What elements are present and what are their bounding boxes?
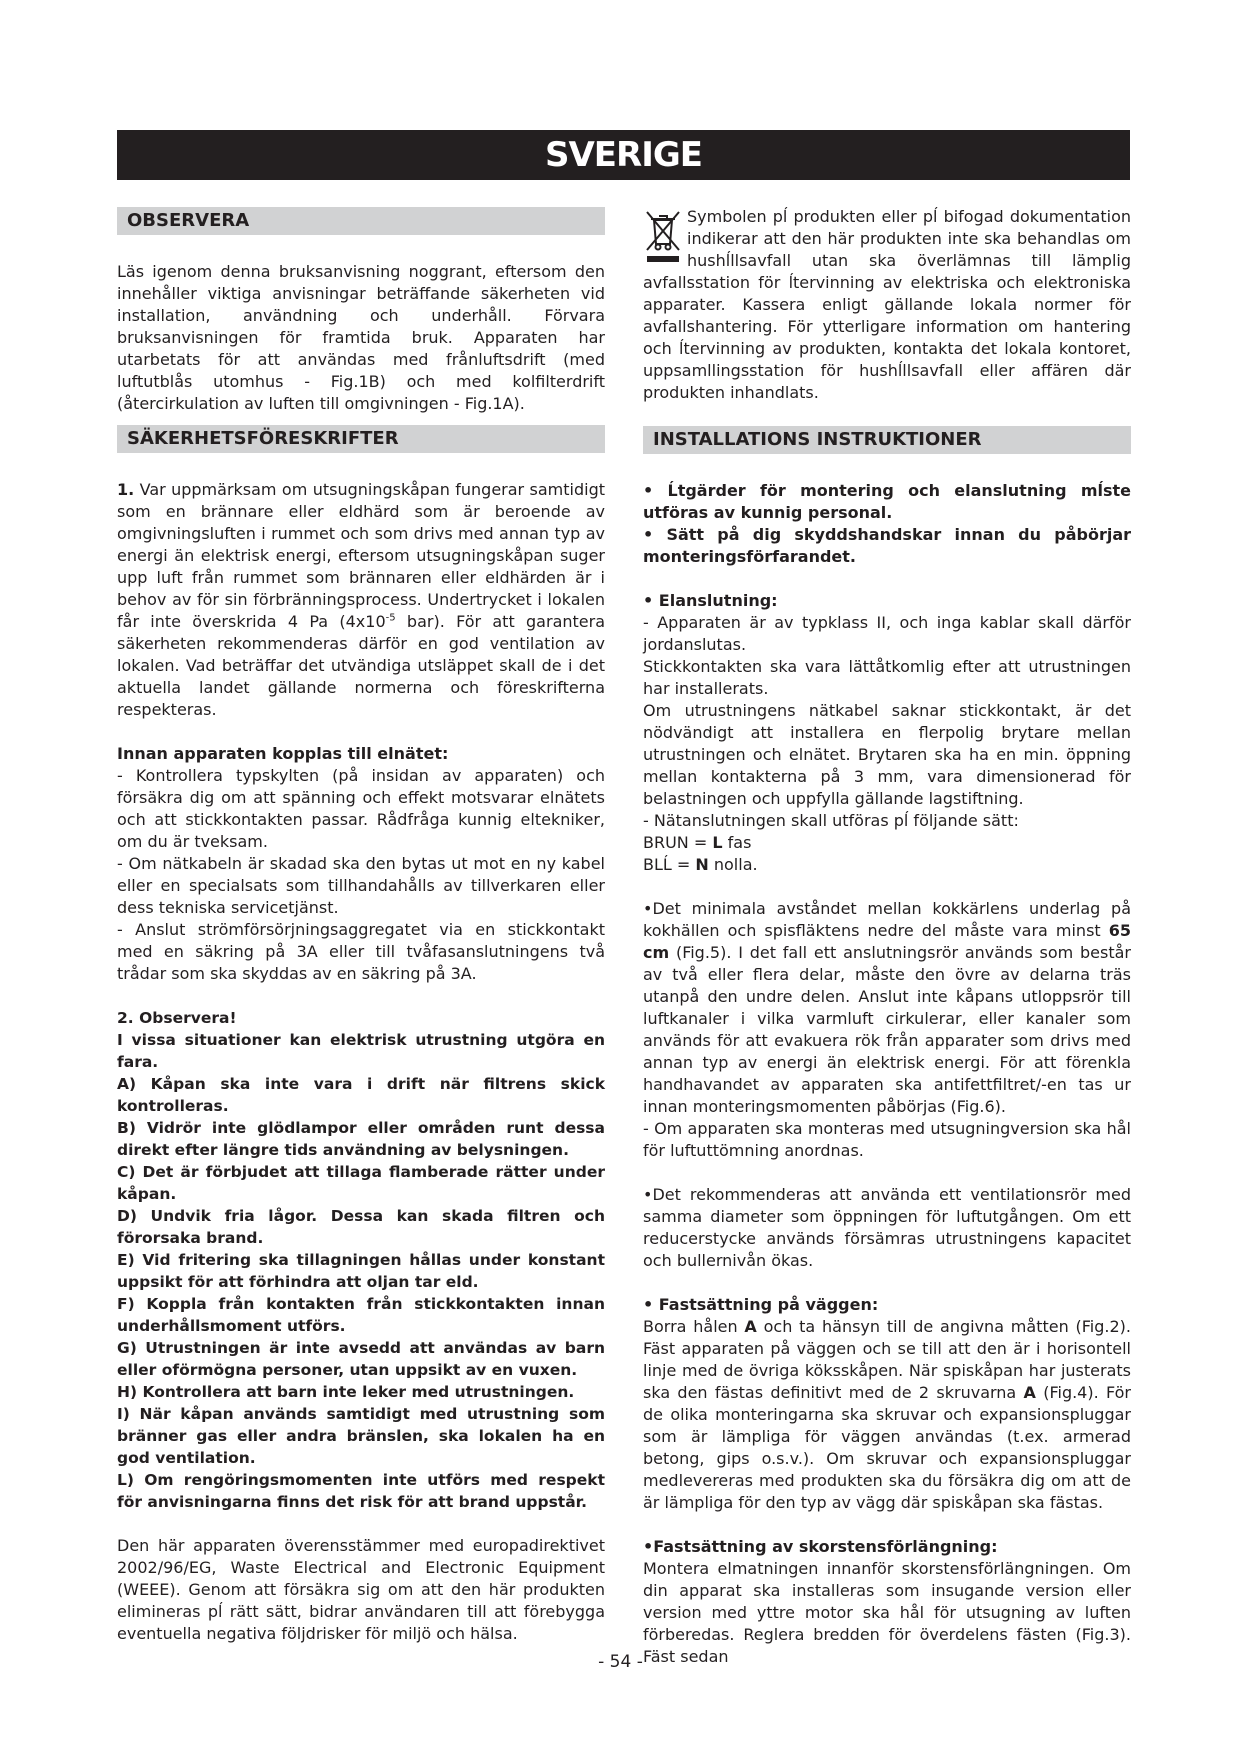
warning-item: D) Undvik fria lågor. Dessa kan skada filtren och förorsaka brand. [117, 1207, 605, 1247]
warning-item: E) Vid fritering ska tillagningen hållas under konstant uppsikt för att förhindra att oljan tar eld. [117, 1251, 605, 1291]
elec-text: Om utrustningens nätkabel saknar stickkontakt, är det nödvändigt att installera en flerpolig brytare mellan utrustningen och elnätet. Brytaren ska ha en min. öppning mellan kontakterna på 3 mm, vara dimensionerad för belastningen och uppfylla gällande lagstiftning. [643, 701, 1131, 808]
before-connect-item: - Kontrollera typskylten (på insidan av apparaten) och försäkra dig om att spänning och effekt motsvarar elnätets och att stickkontakten passar. Rådfråga kunnig eltekniker, om du är tveksam. [117, 766, 605, 851]
safety-paragraph-1: 1. Var uppmärksam om utsugningskåpan fungerar samtidigt som en brännare eller eldhärd som är beroende av omgivningsluften i rummet och som drivs med annan typ av energi än elektrisk energi, eftersom utsugningskåpan suger upp luft från rummet som brännaren eller eldhärden är i behov av för sin förbränningsprocess. Undertrycket i lokalen får inte överskrida 4 Pa ($4x10^{-5}$ bar). För att garantera säkerheten rekommenderas därför en god ventilation av lokalen. Vad beträffar det utvändiga utsläppet skall de i det aktuella landet gällande normerna och föreskrifterna respekteras. [117, 480, 606, 719]
distance-note: - Om apparaten ska monteras med utsugningversion ska hål för luftuttömning anordnas. [643, 1119, 1131, 1160]
warning-item: B) Vidrör inte glödlampor eller områden runt dessa direkt efter längre tids användning av belysningen. [117, 1119, 605, 1159]
elec-text: - Apparaten är av typklass II, och inga kablar skall därför jordanslutas. [643, 613, 1131, 654]
warning-item: I) När kåpan används samtidigt med utrustning som bränner gas eller andra bränslen, ska lokalen ha en god ventilation. [117, 1405, 605, 1467]
crossed-bin-icon [643, 206, 683, 268]
observera-body: Läs igenom denna bruksanvisning noggrant, eftersom den innehåller viktiga anvisningar beträffande säkerheten vid installation, användning och underhåll. Förvara bruksanvisningen för framtida bruk. Apparaten har utarbetats för att användas med frånluftsdrift (med luftutblås utomhus - Fig.1B) och med kolfilterdrift (återcirkulation av luften till omgivningen - Fig.1A). [117, 262, 605, 413]
warning-item: L) Om rengöringsmomenten inte utförs med respekt för anvisningarna finns det risk för att brand uppstår. [117, 1471, 605, 1511]
observera-heading: OBSERVERA [117, 207, 605, 235]
before-connect-heading: Innan apparaten kopplas till elnätet: [117, 744, 449, 763]
warning-item: G) Utrustningen är inte avsedd att användas av barn eller oförmögna personer, utan uppsikt av en vuxen. [117, 1339, 605, 1379]
weee-notice [643, 206, 1131, 404]
warnings-list [117, 1007, 605, 1513]
weee-conformity-text: Den här apparaten överensstämmer med europadirektivet 2002/96/EG, Waste Electrical and Electronic Equipment (WEEE). Genom att försäkra sig om att den här produkten elimineras pĺ rätt sätt, bidrar användaren till att förebygga eventuella negativa följdrisker för miljö och hälsa. [117, 1536, 605, 1643]
elec-text: Stickkontakten ska vara lättåtkomlig efter att utrustningen har installerats. [643, 657, 1131, 698]
wall-text: Borra hålen A och ta hänsyn till de angivna måtten (Fig.2). Fäst apparaten på väggen och se till att den är i horisontell linje med de övriga köksskåpen. När spiskåpan har justerats ska den fästas definitivt med de 2 skruvarna A (Fig.4). För de olika monteringarna ska skruvar och expansionspluggar som är lämpliga för väggen användas (t.ex. armerad betong, gips o.s.v.). Om skruvar och expansionspluggar medlevereras med produkten ska du försäkra dig om att de är lämpliga för den typ av vägg där spiskåpan ska fästas. [643, 1317, 1131, 1512]
warning-item: A) Kåpan ska inte vara i drift när filtrens skick kontrolleras. [117, 1075, 605, 1115]
warning-item: H) Kontrollera att barn inte leker med utrustningen. [117, 1383, 575, 1401]
wire-brown: BRUN = L fas [643, 833, 752, 852]
install-bullet: • Ĺtgärder för montering och elanslutning mĺste utföras av kunnig personal. [643, 481, 1131, 522]
chimney-heading: •Fastsättning av skorstensförlängning: [643, 1537, 998, 1556]
page-number: - 54 - [598, 1652, 643, 1672]
wire-blue: BLĹ = N nolla. [643, 855, 758, 874]
chimney-text: Montera elmatningen innanför skorstensförlängningen. Om din apparat ska installeras som insugande version eller version med yttre motor ska hål för utsugning av luften förberedas. Reglera bredden för överdelens fästen (Fig.3). Fäst sedan [643, 1559, 1131, 1666]
warning-item: I vissa situationer kan elektrisk utrustning utgöra en fara. [117, 1031, 605, 1071]
vent-text: •Det rekommenderas att använda ett ventilationsrör med samma diameter som öppningen för luftutgången. Om ett reducerstycke används försämras utrustningens kapacitet och bullernivån ökas. [643, 1185, 1131, 1270]
weee-symbol-text: Symbolen pĺ produkten eller pĺ bifogad dokumentation indikerar att den här produkten inte ska behandlas om hushĺllsavfall utan ska överlämnas till lämplig avfallsstation för ĺtervinning av elektriska och elektroniska apparater. Kassera enligt gällande lokala normer för avfallshantering. För ytterligare information om hantering och ĺtervinning av produkten, kontakta det lokala kontoret, uppsamllingsstation för hushĺllsavfall eller affären där produkten inhandlats. [643, 207, 1131, 402]
wall-heading: • Fastsättning på väggen: [643, 1295, 879, 1314]
left-column [117, 207, 605, 1645]
banner-title: SVERIGE [545, 135, 702, 175]
warning-item: C) Det är förbjudet att tillaga flamberade rätter under kåpan. [117, 1163, 605, 1203]
elec-text: - Nätanslutningen skall utföras pĺ följande sätt: [643, 811, 1019, 830]
before-connect-item: - Om nätkabeln är skadad ska den bytas ut mot en ny kabel eller en specialsats som tillhandahålls av tillverkaren eller dess tekniska servicetjänst. [117, 854, 605, 917]
install-heading: INSTALLATIONS INSTRUKTIONER [643, 426, 1131, 454]
elec-heading: • Elanslutning: [643, 591, 778, 610]
country-badge: S [1159, 137, 1223, 171]
country-banner [117, 130, 1199, 180]
right-column [643, 206, 1131, 1668]
install-bullet: • Sätt på dig skyddshandskar innan du påbörjar monteringsförfarandet. [643, 525, 1131, 566]
paragraph-number: 1. [117, 480, 135, 499]
before-connect-item: - Anslut strömförsörjningsaggregatet via en stickkontakt med en säkring på 3A eller till tvåfasanslutningens två trådar som ska skyddas av en säkring på 3A. [117, 920, 605, 983]
distance-text: •Det minimala avståndet mellan kokkärlens underlag på kokhällen och spisfläktens nedre del måste vara minst 65 cm (Fig.5). I det fall ett anslutningsrör används som består av två eller flera delar, måste den övre av delarna träs utanpå den undre delen. Anslut inte kåpans utloppsrör till luftkanaler i vilka varmluft cirkulerar, eller kanaler som används för att evakuera rök från apparater som drivs med annan typ av energi än elektrisk energi. För att förenkla handhavandet av apparaten ska antifettfiltret/-en tas ur innan monteringsmomenten påbörjas (Fig.6). [643, 899, 1131, 1116]
warning-item: 2. Observera! [117, 1009, 237, 1027]
safety-heading: SÄKERHETSFÖRESKRIFTER [117, 425, 605, 453]
warning-item: F) Koppla från kontakten från stickkontakten innan underhållsmoment utförs. [117, 1295, 605, 1335]
